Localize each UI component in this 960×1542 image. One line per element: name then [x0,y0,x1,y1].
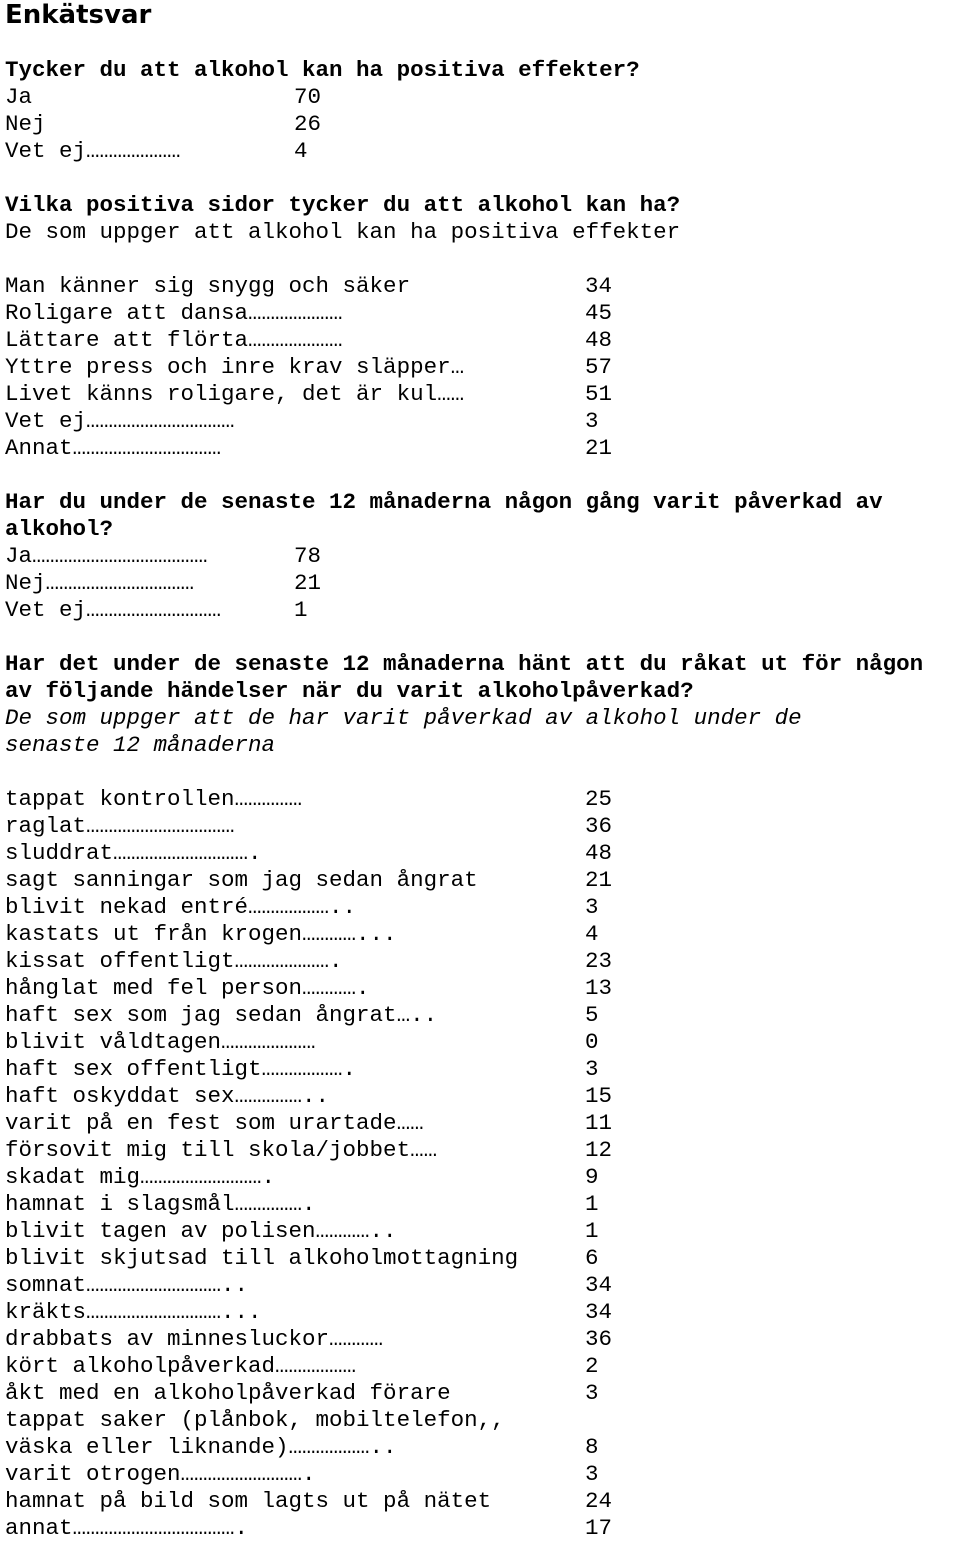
answer-row [5,300,955,327]
answer-value: 21 [585,435,613,461]
document-page [5,0,955,1542]
answer-label: drabbats av minnesluckor………… [5,1326,384,1352]
answer-value: 45 [585,300,613,326]
answer-row [5,1380,955,1407]
answer-row [5,327,955,354]
answer-label: kört alkoholpåverkad……………… [5,1353,357,1379]
answer-value: 36 [585,1326,613,1352]
answer-value: 3 [585,1056,599,1082]
answer-value: 36 [585,813,613,839]
answer-value: 12 [585,1137,613,1163]
spacer [5,462,955,489]
answer-row [5,273,955,300]
spacer [5,30,955,57]
answer-value: 0 [585,1029,599,1055]
answer-label: skadat mig………………………. [5,1164,276,1190]
answer-row [5,867,955,894]
answer-row [5,111,955,138]
answer-value: 9 [585,1164,599,1190]
answer-label: varit otrogen………………………. [5,1461,316,1487]
spacer [5,246,955,273]
answer-value: 57 [585,354,613,380]
answers-positive-sides [5,273,955,462]
answer-row [5,1488,955,1515]
answer-row [5,1245,955,1272]
answer-label: haft oskyddat sex…………….. [5,1083,330,1109]
answer-row [5,354,955,381]
answer-label: haft sex offentligt………………. [5,1056,357,1082]
answer-label: Livet känns roligare, det är kul…… [5,381,465,407]
answer-row [5,1218,955,1245]
spacer [5,624,955,651]
answer-label: sagt sanningar som jag sedan ångrat [5,867,478,893]
answer-label: varit på en fest som urartade…… [5,1110,424,1136]
answer-row [5,138,955,165]
answer-value: 3 [585,408,599,434]
answer-label: blivit våldtagen………………… [5,1029,316,1055]
answer-value: 3 [585,1380,599,1406]
answer-label: Vet ej………………… [5,138,181,164]
answer-label: haft sex som jag sedan ångrat….. [5,1002,438,1028]
answer-label: kissat offentligt…………………. [5,948,343,974]
answer-row [5,1434,955,1461]
answer-label: Lättare att flörta………………… [5,327,343,353]
answer-row [5,1461,955,1488]
answer-value: 5 [585,1002,599,1028]
answer-label: tappat kontrollen…………… [5,786,303,812]
answers-incidents [5,786,955,1542]
answer-label: Ja………………………………… [5,543,208,569]
answer-value: 8 [585,1434,599,1460]
answer-label: åkt med en alkoholpåverkad förare [5,1380,451,1406]
answer-row [5,921,955,948]
answer-row [5,1272,955,1299]
answer-row [5,1326,955,1353]
question-influenced: Har du under de senaste 12 månaderna någon gång varit påverkad av alkohol? [5,489,883,542]
answer-value: 23 [585,948,613,974]
answer-value: 13 [585,975,613,1001]
answer-row [5,84,955,111]
answer-row [5,570,955,597]
answer-label: kräkts…………………………... [5,1299,262,1325]
answer-value: 1 [294,597,308,623]
page-title: Enkätsvar [5,0,152,30]
answer-row [5,1110,955,1137]
answer-label: raglat…………………………… [5,813,235,839]
spacer [5,759,955,786]
answer-value: 2 [585,1353,599,1379]
answer-label: Man känner sig snygg och säker [5,273,411,299]
answer-label: Roligare att dansa………………… [5,300,343,326]
answer-label: Annat…………………………… [5,435,222,461]
answer-label: blivit nekad entré……………….. [5,894,357,920]
answer-row [5,786,955,813]
answer-value: 26 [294,111,322,137]
answer-row [5,1164,955,1191]
answer-value: 34 [585,1272,613,1298]
answer-value: 34 [585,1299,613,1325]
answer-row [5,1002,955,1029]
answer-row [5,408,955,435]
answer-row [5,1137,955,1164]
respondent-note: De som uppger att alkohol kan ha positiva effekter [5,219,681,245]
answer-label: hamnat på bild som lagts ut på nätet [5,1488,492,1514]
answers-positive-effects [5,84,955,165]
answer-label: blivit tagen av polisen………….. [5,1218,397,1244]
answer-value: 1 [585,1218,599,1244]
answers-influenced [5,543,955,624]
answer-value: 48 [585,327,613,353]
answer-row [5,1407,955,1434]
answer-row [5,1299,955,1326]
answer-label: hånglat med fel person…………. [5,975,370,1001]
answer-value: 11 [585,1110,613,1136]
answer-value: 1 [585,1191,599,1217]
answer-label: Nej…………………………… [5,570,195,596]
question-positive-effects: Tycker du att alkohol kan ha positiva effekter? [5,57,640,83]
answer-row [5,1515,955,1542]
answer-value: 4 [585,921,599,947]
answer-label: somnat………………………….. [5,1272,249,1298]
answer-label: väska eller liknande)……………….. [5,1434,397,1460]
answer-label: kastats ut från krogen…………... [5,921,397,947]
answer-row [5,840,955,867]
answer-value: 15 [585,1083,613,1109]
answer-label: Yttre press och inre krav släpper… [5,354,465,380]
answer-label: annat………………………………. [5,1515,249,1541]
answer-row [5,813,955,840]
answer-row [5,435,955,462]
answer-label: Nej [5,111,46,137]
question-positive-sides: Vilka positiva sidor tycker du att alkohol kan ha? [5,192,681,218]
answer-value: 21 [585,867,613,893]
answer-value: 24 [585,1488,613,1514]
answer-row [5,1029,955,1056]
answer-row [5,948,955,975]
answer-row [5,1191,955,1218]
answer-label: hamnat i slagsmål……………. [5,1191,316,1217]
answer-value: 48 [585,840,613,866]
answer-label: Vet ej…………………………… [5,408,235,434]
answer-value: 70 [294,84,322,110]
answer-row [5,1083,955,1110]
answer-value: 25 [585,786,613,812]
answer-value: 3 [585,894,599,920]
answer-row [5,1353,955,1380]
answer-row [5,975,955,1002]
answer-row [5,1056,955,1083]
answer-label: Vet ej………………………… [5,597,222,623]
answer-label: blivit skjutsad till alkoholmottagning [5,1245,519,1271]
answer-label: Ja [5,84,33,110]
answer-value: 21 [294,570,322,596]
answer-value: 6 [585,1245,599,1271]
answer-label: försovit mig till skola/jobbet…… [5,1137,438,1163]
answer-value: 78 [294,543,322,569]
answer-row [5,894,955,921]
answer-label: sluddrat…………………………. [5,840,262,866]
spacer [5,165,955,192]
answer-value: 34 [585,273,613,299]
answer-row [5,543,955,570]
answer-row [5,381,955,408]
answer-row [5,597,955,624]
respondent-note: De som uppger att de har varit påverkad av alkohol under de senaste 12 månaderna [5,705,802,758]
question-incidents: Har det under de senaste 12 månaderna hänt att du råkat ut för någon av följande händelser när du varit alkoholpåverkad? [5,651,924,704]
answer-value: 4 [294,138,308,164]
answer-value: 17 [585,1515,613,1541]
answer-label: tappat saker (plånbok, mobiltelefon,, [5,1407,505,1433]
answer-value: 51 [585,381,613,407]
answer-value: 3 [585,1461,599,1487]
